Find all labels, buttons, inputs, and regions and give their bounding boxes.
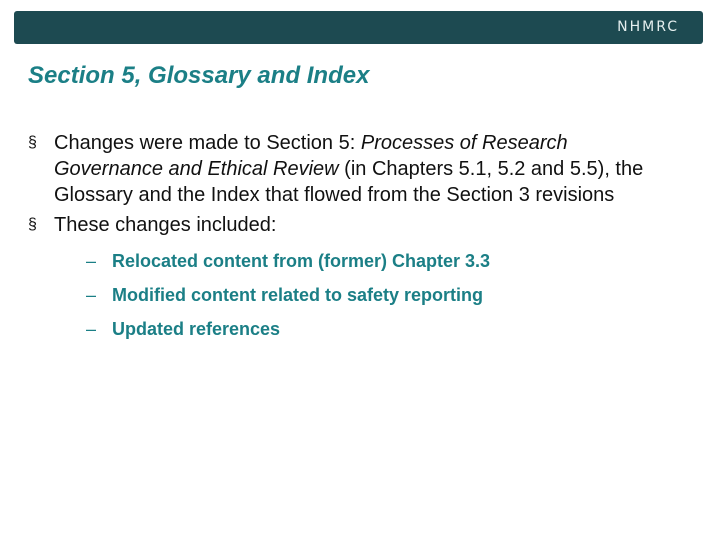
sub-bullet-item	[54, 316, 668, 342]
bullet-text-italic: Processes of Research Governance and Ethical Review	[54, 132, 568, 180]
sub-bullet-item	[54, 282, 668, 308]
sub-bullet-text: Updated references	[112, 319, 281, 339]
nhmrc-logo: NHMRC	[617, 19, 679, 35]
bullet-list	[28, 130, 668, 350]
sub-bullet-item	[54, 248, 668, 274]
dash-marker-icon: –	[86, 251, 97, 271]
bullet-marker-icon: §	[28, 216, 37, 233]
dash-marker-icon: –	[86, 285, 97, 305]
bullet-text: Changes were made to Section 5:	[54, 132, 361, 154]
sub-bullet-text: Relocated content from (former) Chapter 3.3	[112, 251, 491, 271]
bullet-text: (in Chapters 5.1, 5.2 and 5.5), the Glossary and the Index that flowed from the Section 3 revisions	[54, 158, 644, 206]
sub-bullet-list	[54, 248, 668, 342]
bullet-item	[28, 130, 668, 208]
bullet-text: These changes included:	[54, 214, 277, 236]
bullet-item	[28, 212, 668, 342]
dash-marker-icon: –	[86, 319, 97, 339]
header-banner	[14, 11, 703, 44]
bullet-marker-icon: §	[28, 134, 37, 151]
sub-bullet-text: Modified content related to safety reporting	[112, 285, 484, 305]
slide-title: Section 5, Glossary and Index	[28, 62, 370, 89]
